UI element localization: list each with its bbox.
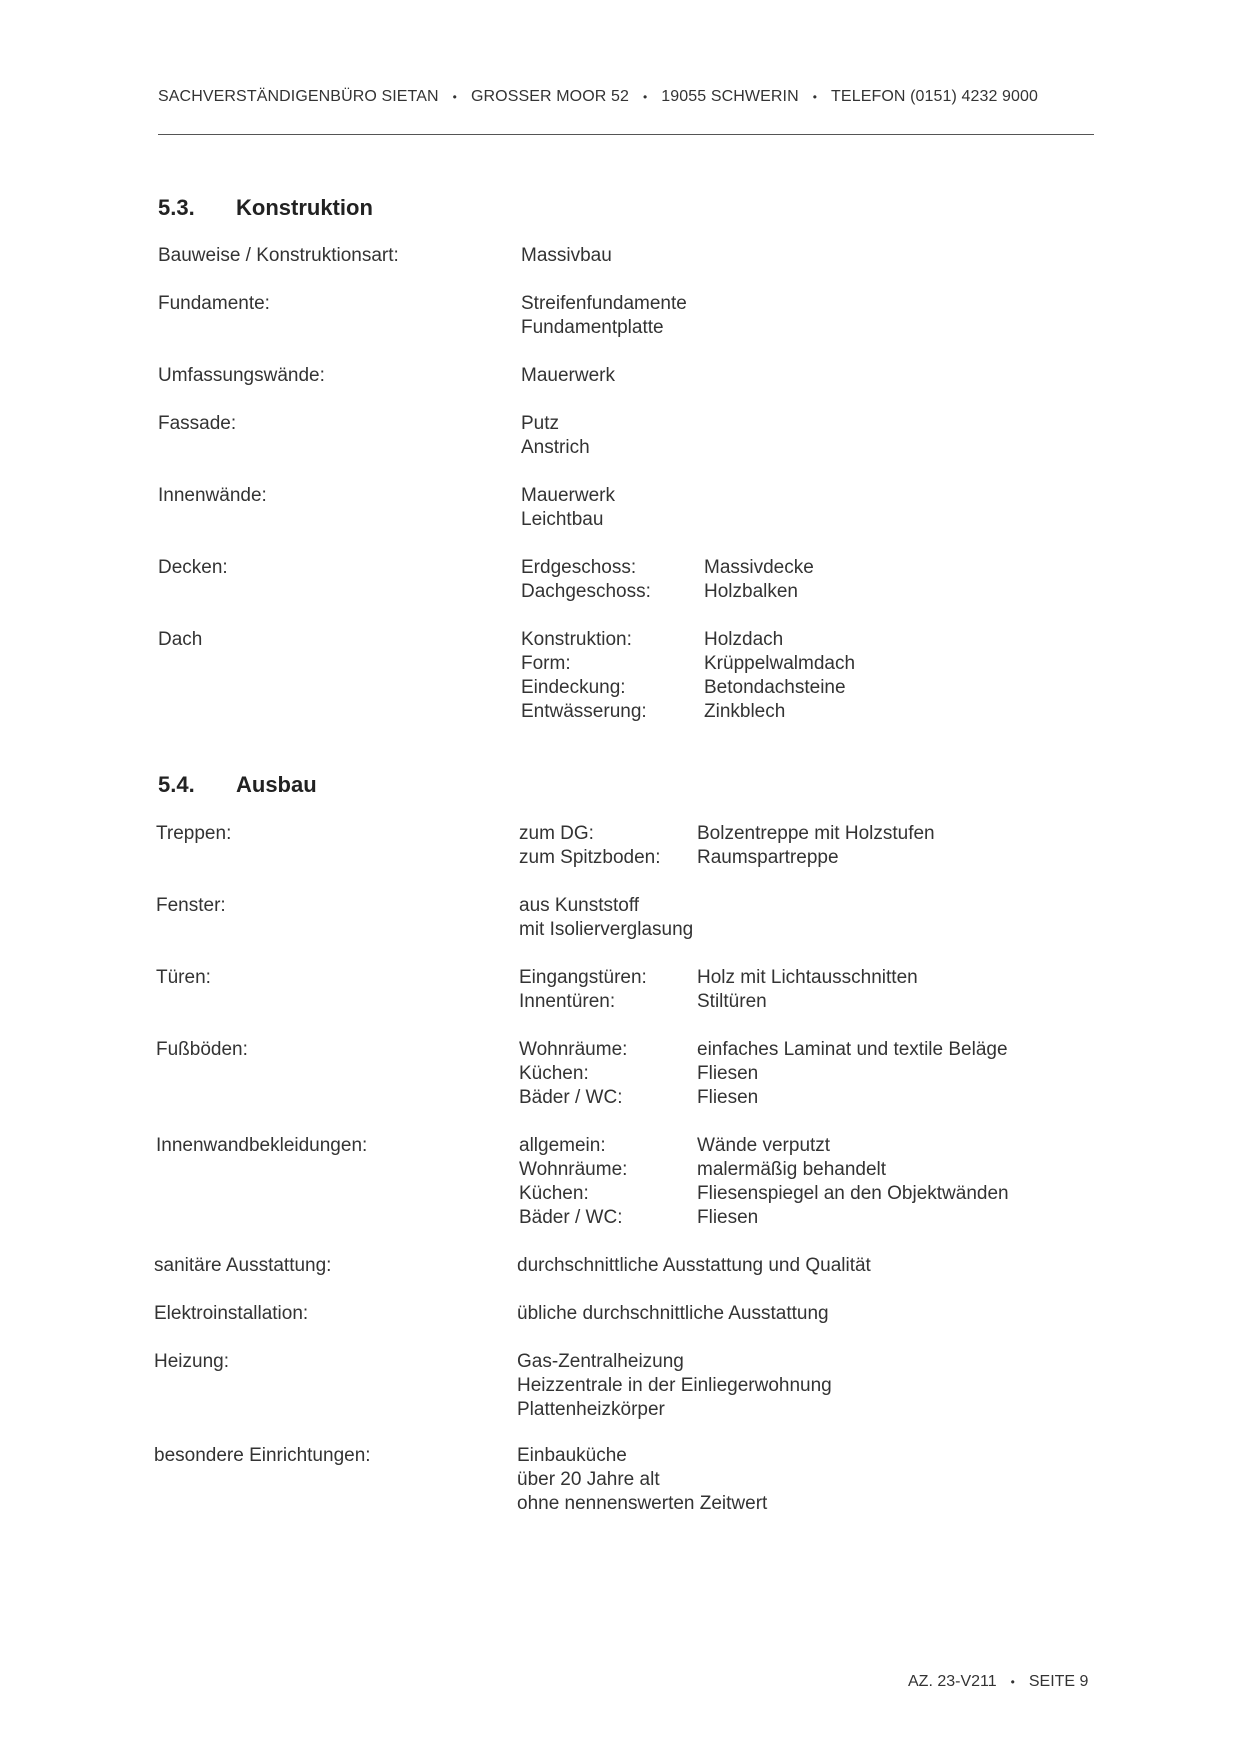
field-value: Gas-Zentralheizung: [517, 1351, 684, 1372]
field-label: Decken:: [158, 557, 228, 578]
field-value: Putz: [521, 413, 560, 434]
field-value: einfaches Laminat und textile Beläge: [697, 1039, 1008, 1060]
field-value: Holzbalken: [704, 581, 798, 602]
field-value: Mauerwerk: [521, 365, 615, 386]
field-label: Innenwände:: [158, 485, 267, 506]
field-value: Fliesen: [697, 1207, 759, 1228]
field-value: Massivbau: [521, 245, 612, 266]
separator-dot: •: [642, 89, 648, 104]
field-key: Wohnräume:: [519, 1039, 628, 1060]
field-label: Bauweise / Konstruktionsart:: [158, 245, 399, 266]
page-footer: [908, 1673, 1088, 1691]
separator-dot: •: [1010, 1674, 1015, 1689]
field-label: Fußböden:: [156, 1039, 248, 1060]
field-label: Elektroinstallation:: [154, 1303, 309, 1324]
field-key: Eingangstüren:: [519, 967, 647, 988]
field-value: Fliesenspiegel an den Objektwänden: [697, 1183, 1009, 1204]
field-label: Heizung:: [154, 1351, 229, 1372]
field-key: Form:: [521, 653, 571, 674]
field-label: Fundamente:: [158, 293, 270, 314]
field-value: Wände verputzt: [697, 1135, 831, 1156]
field-value: aus Kunststoff: [519, 895, 640, 916]
field-value: Heizzentrale in der Einliegerwohnung: [517, 1375, 832, 1396]
header-divider: [158, 134, 1094, 135]
field-label: Innenwandbekleidungen:: [156, 1135, 368, 1156]
office-city: 19055 SCHWERIN: [661, 88, 799, 105]
file-reference: AZ. 23-V211: [908, 1673, 997, 1690]
field-key: zum Spitzboden:: [519, 847, 661, 868]
field-key: Bäder / WC:: [519, 1207, 623, 1228]
field-value: Einbauküche: [517, 1445, 627, 1466]
field-label: sanitäre Ausstattung:: [154, 1255, 332, 1276]
section-number: 5.4.: [158, 772, 195, 797]
field-value: ohne nennenswerten Zeitwert: [517, 1493, 768, 1514]
field-key: Dachgeschoss:: [521, 581, 651, 602]
field-key: Konstruktion:: [521, 629, 632, 650]
field-value: Leichtbau: [521, 509, 604, 530]
field-value: Massivdecke: [704, 557, 814, 578]
field-value: Streifenfundamente: [521, 293, 687, 314]
office-name: SACHVERSTÄNDIGENBÜRO SIETAN: [158, 88, 439, 105]
field-key: Küchen:: [519, 1183, 589, 1204]
field-label: besondere Einrichtungen:: [154, 1445, 371, 1466]
section-heading-konstruktion: [158, 195, 373, 221]
field-value: Krüppelwalmdach: [704, 653, 856, 674]
field-value: Holzdach: [704, 629, 784, 650]
field-key: zum DG:: [519, 823, 594, 844]
field-value: Mauerwerk: [521, 485, 615, 506]
section-title: Ausbau: [236, 772, 317, 797]
field-value: Fundamentplatte: [521, 317, 664, 338]
field-key: Erdgeschoss:: [521, 557, 637, 578]
field-label: Treppen:: [156, 823, 232, 844]
field-label: Umfassungswände:: [158, 365, 325, 386]
office-street: GROSSER MOOR 52: [470, 88, 629, 105]
field-key: Entwässerung:: [521, 701, 647, 722]
field-value: Stiltüren: [697, 991, 767, 1012]
section-heading-ausbau: [158, 772, 317, 798]
field-value: übliche durchschnittliche Ausstattung: [517, 1303, 829, 1324]
separator-dot: •: [812, 89, 818, 104]
field-key: Küchen:: [519, 1063, 589, 1084]
field-key: Innentüren:: [519, 991, 616, 1012]
field-value: Plattenheizkörper: [517, 1399, 665, 1420]
field-value: durchschnittliche Ausstattung und Qualität: [517, 1255, 871, 1276]
field-key: allgemein:: [519, 1135, 606, 1156]
field-label: Fenster:: [156, 895, 226, 916]
field-key: Bäder / WC:: [519, 1087, 623, 1108]
field-value: Raumspartreppe: [697, 847, 839, 868]
letterhead: [158, 88, 1098, 106]
field-value: Bolzentreppe mit Holzstufen: [697, 823, 935, 844]
field-label: Türen:: [156, 967, 211, 988]
office-phone: TELEFON (0151) 4232 9000: [831, 88, 1039, 105]
separator-dot: •: [452, 89, 457, 104]
field-value: über 20 Jahre alt: [517, 1469, 660, 1490]
field-value: Fliesen: [697, 1063, 759, 1084]
field-label: Dach: [158, 629, 203, 650]
section-number: 5.3.: [158, 195, 195, 220]
page-number: SEITE 9: [1028, 1673, 1089, 1690]
field-value: Betondachsteine: [704, 677, 846, 698]
field-label: Fassade:: [158, 413, 237, 434]
field-value: Anstrich: [521, 437, 590, 458]
field-value: mit Isolierverglasung: [519, 919, 694, 940]
field-value: Fliesen: [697, 1087, 759, 1108]
field-value: Zinkblech: [704, 701, 786, 722]
field-key: Wohnräume:: [519, 1159, 628, 1180]
field-value: malermäßig behandelt: [697, 1159, 887, 1180]
field-key: Eindeckung:: [521, 677, 626, 698]
section-title: Konstruktion: [236, 195, 373, 220]
field-value: Holz mit Lichtausschnitten: [697, 967, 918, 988]
